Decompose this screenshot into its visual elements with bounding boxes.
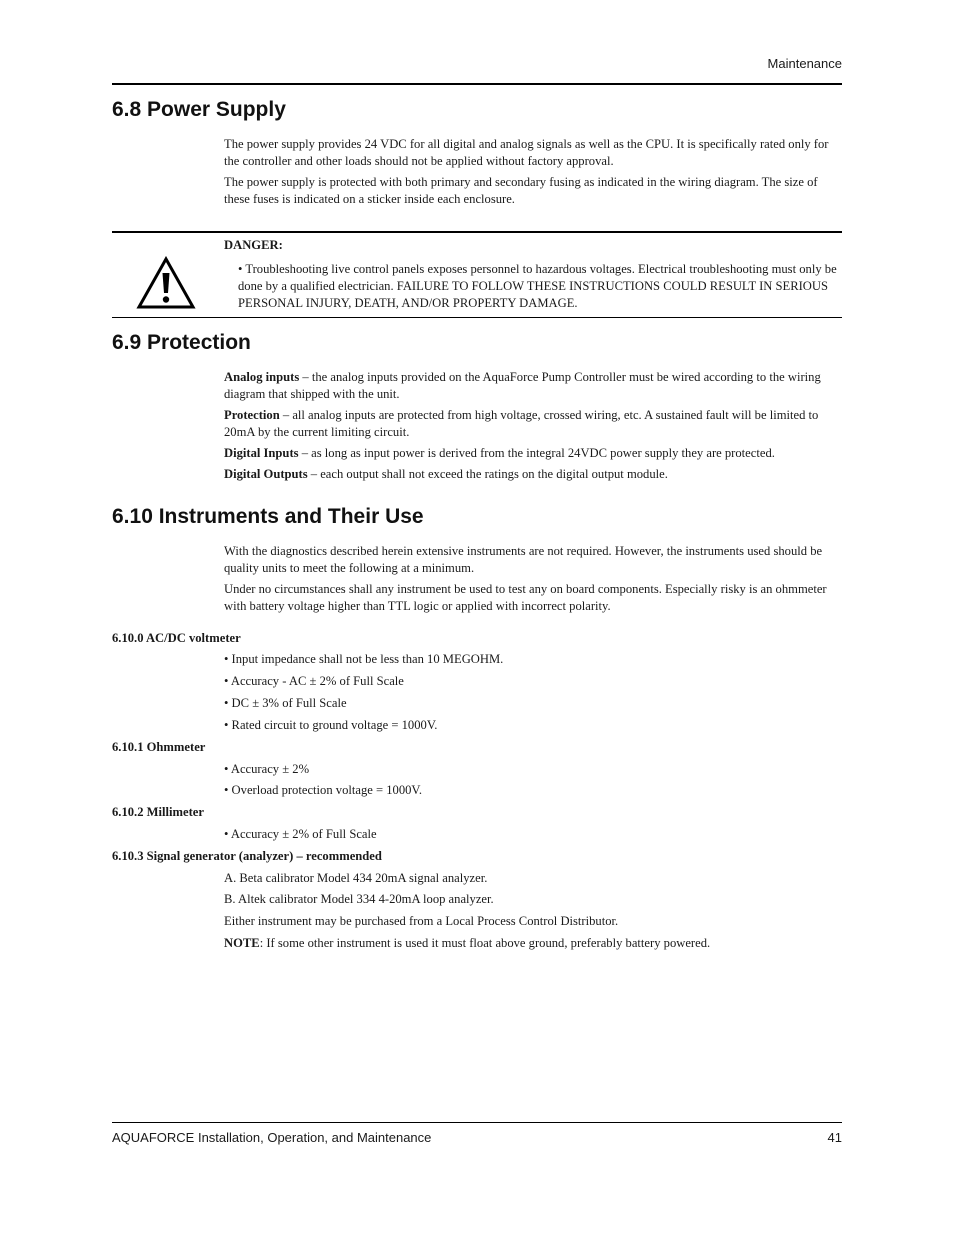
- list-item: • Overload protection voltage = 1000V.: [224, 783, 423, 797]
- power-supply-body: [224, 136, 842, 212]
- protection-desc: – each output shall not exceed the ratings on the digital output module.: [307, 467, 668, 481]
- list-item: • Input impedance shall not be less than 10 MEGOHM.: [224, 652, 504, 666]
- subsection-title-ohmmeter: 6.10.1 Ohmmeter: [112, 740, 206, 754]
- protection-item: [224, 407, 842, 441]
- instruments-body: [224, 543, 842, 619]
- footer-rule: [112, 1122, 842, 1123]
- protection-body: [224, 369, 842, 487]
- subsection-title-millimeter: 6.10.2 Millimeter: [112, 805, 204, 819]
- list-item: • Accuracy ± 2%: [224, 762, 310, 776]
- page-number: 41: [827, 1130, 842, 1145]
- protection-item: [224, 466, 842, 483]
- section-title-power-supply: 6.8 Power Supply: [112, 98, 286, 121]
- list-item: Either instrument may be purchased from a Local Process Control Distributor.: [224, 914, 619, 928]
- protection-desc: – all analog inputs are protected from high voltage, crossed wiring, etc. A sustained fault will be limited to 20mA by the current limiting circuit.: [224, 408, 819, 439]
- protection-desc: – the analog inputs provided on the AquaForce Pump Controller must be wired according to the wiring diagram that shipped with the unit.: [224, 370, 821, 401]
- note: [224, 936, 710, 951]
- section-title-instruments: 6.10 Instruments and Their Use: [112, 505, 424, 528]
- protection-desc: – as long as input power is derived from the integral 24VDC power supply they are protected.: [298, 446, 775, 460]
- list-item: B. Altek calibrator Model 334 4-20mA loop analyzer.: [224, 892, 494, 906]
- power-supply-paragraph-2: The power supply is protected with both primary and secondary fusing as indicated in the wiring diagram. The size of these fuses is indicated on a sticker inside each enclosure.: [224, 175, 818, 206]
- list-item: • DC ± 3% of Full Scale: [224, 696, 347, 710]
- danger-text: • Troubleshooting live control panels exposes personnel to hazardous voltages. Electrical troubleshooting must only be done by a qualified electrician. FAILURE TO FOLLOW THESE INSTRUCTIONS COULD RESULT IN SERIOUS PERSONAL INJURY, DEATH, AND/OR PROPERTY DAMAGE.: [238, 262, 837, 310]
- protection-term: Digital Inputs: [224, 446, 299, 460]
- protection-term: Protection: [224, 408, 280, 422]
- protection-term: Digital Outputs: [224, 467, 308, 481]
- list-item: • Accuracy - AC ± 2% of Full Scale: [224, 674, 404, 688]
- protection-item: [224, 369, 842, 403]
- list-item: • Rated circuit to ground voltage = 1000V.: [224, 718, 438, 732]
- instruments-paragraph-1: With the diagnostics described herein extensive instruments are not required. However, the instruments used should be quality units to meet the following at a minimum.: [224, 544, 823, 575]
- protection-term: Analog inputs: [224, 370, 300, 384]
- warning-triangle-icon: [136, 256, 196, 310]
- footer-doc-title: AQUAFORCE Installation, Operation, and Maintenance: [112, 1130, 432, 1145]
- instruments-paragraph-2: Under no circumstances shall any instrument be used to test any on board components. Especially risky is an ohmmeter with battery voltage higher than TTL logic or applied with incorrect polarity.: [224, 582, 827, 613]
- list-item: A. Beta calibrator Model 434 20mA signal analyzer.: [224, 871, 488, 885]
- note-label: NOTE: [224, 936, 260, 950]
- list-item: • Accuracy ± 2% of Full Scale: [224, 827, 377, 841]
- power-supply-paragraph-1: The power supply provides 24 VDC for all digital and analog signals as well as the CPU. It is specifically rated only for the controller and other loads should not be applied without factory approval.: [224, 137, 829, 168]
- danger-label: DANGER:: [224, 238, 283, 252]
- section-title-protection: 6.9 Protection: [112, 331, 251, 354]
- danger-top-rule: [112, 231, 842, 233]
- danger-bottom-rule: [112, 317, 842, 318]
- subsection-title-voltmeter: 6.10.0 AC/DC voltmeter: [112, 631, 241, 645]
- header-rule: [112, 83, 842, 85]
- note-text: : If some other instrument is used it must float above ground, preferably battery powered.: [259, 936, 711, 950]
- protection-item: [224, 445, 842, 462]
- running-header: Maintenance: [767, 56, 842, 71]
- subsection-title-signal-generator: 6.10.3 Signal generator (analyzer) – recommended: [112, 849, 382, 863]
